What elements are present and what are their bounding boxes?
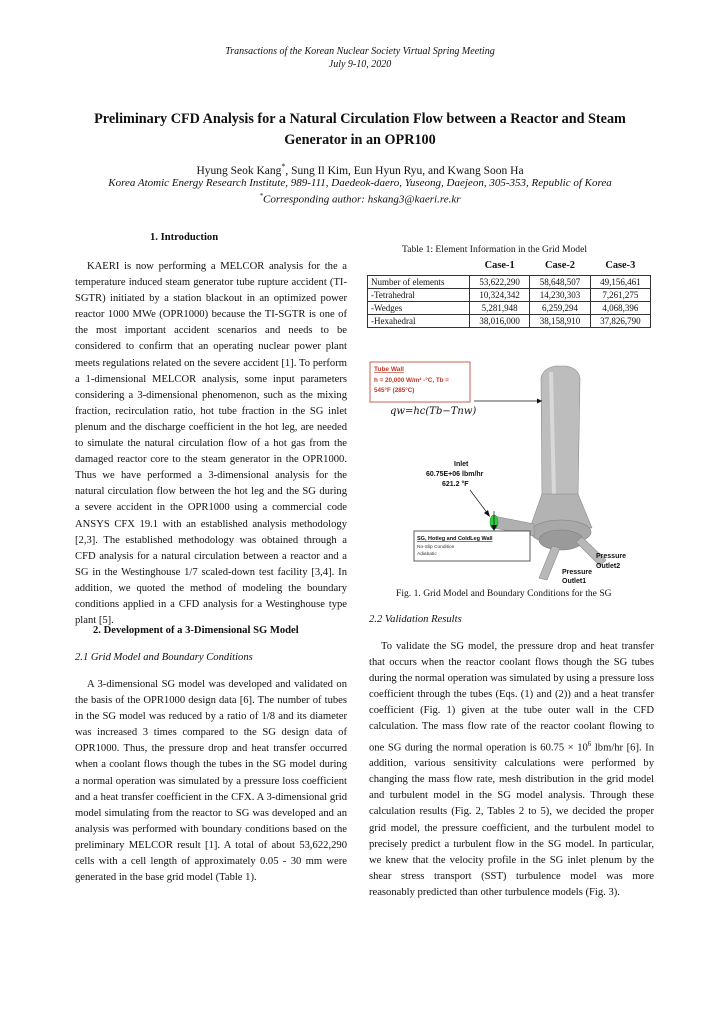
inlet-flow: 60.75E+06 lbm/hr xyxy=(426,471,484,478)
table-cell: 10,324,342 xyxy=(470,289,530,302)
validation-subheading: 2.2 Validation Results xyxy=(369,614,462,625)
tube-wall-line1: h = 20,000 W/m² -°C, Tb = xyxy=(374,377,449,384)
table-cell: -Hexahedral xyxy=(368,315,470,328)
corresponding-author xyxy=(0,192,720,206)
table-row xyxy=(368,276,651,289)
table-cell: 7,261,275 xyxy=(590,289,650,302)
affiliation: Korea Atomic Energy Research Institute, 989-111, Daedeok-daero, Yuseong, Daejeon, 305-353, Republic of Korea xyxy=(108,177,612,189)
validation-text-a: To validate the SG model, the pressure drop and heat transfer that occurs when the reactor coolant flows though the SG tubes during the normal operation was simulated by using a pressure loss coefficient through the tubes (Eqs. (1) and (2)) and a heat transfer coefficient (Fig. 1) given at the tube outer wall in the CFD calculation. The mass flow rate of the reactor coolant flowing to one SG during the normal operation is 60.75 × 10 xyxy=(369,641,654,754)
table-cell: -Tetrahedral xyxy=(368,289,470,302)
table1 xyxy=(367,257,651,328)
inlet-arrow xyxy=(470,490,488,514)
table-cell: 4,068,396 xyxy=(590,302,650,315)
development-heading: 2. Development of a 3-Dimensional SG Model xyxy=(93,625,299,636)
table-row xyxy=(368,289,651,302)
header-line2: July 9-10, 2020 xyxy=(328,59,392,70)
table-cell: 49,156,461 xyxy=(590,276,650,289)
validation-paragraph xyxy=(369,639,654,901)
table-cell: 37,826,790 xyxy=(590,315,650,328)
inlet-label: Inlet xyxy=(454,461,469,468)
cold-leg-1 xyxy=(539,546,560,580)
corresponding-mark: * xyxy=(281,162,286,171)
outlet1-line1: Pressure xyxy=(562,569,592,576)
outlet1-line2: Outlet1 xyxy=(562,578,587,584)
grid-subheading: 2.1 Grid Model and Boundary Conditions xyxy=(75,652,253,663)
table-cell: 14,230,303 xyxy=(530,289,590,302)
intro-heading: 1. Introduction xyxy=(150,232,219,243)
author-list xyxy=(0,162,720,177)
corresponding-star: * xyxy=(259,192,263,200)
figure1-grid-model xyxy=(366,356,650,584)
outlet2-line1: Pressure xyxy=(596,553,626,560)
table-cell: 58,648,507 xyxy=(530,276,590,289)
table-cell: 6,259,294 xyxy=(530,302,590,315)
author-rest: , Sung Il Kim, Eun Hyun Ryu, and Kwang Soon Ha xyxy=(285,164,524,177)
sg-upper-shell xyxy=(541,366,580,502)
table1-header-case2: Case-2 xyxy=(530,257,590,276)
wall-box-title: SG, Hotleg and ColdLeg Wall xyxy=(417,536,493,542)
table-row xyxy=(368,302,651,315)
running-header xyxy=(0,46,720,70)
table-cell: 38,016,000 xyxy=(470,315,530,328)
table1-header-row xyxy=(368,257,651,276)
validation-text-b: lbm/hr [6]. In addition, various sensitivity calculations were performed by changing the mass flow rate, mesh distribution in the grid model and turbulent model in the SG model analysis. Through these calculation results (Fig. 2, Tables 2 to 5), we decided the proper grid model, the pressure coefficient, and the turbulent model to precisely predict a turbulent flow in the SG model. In particular, we knew that the velocity profile in the SG inlet plenum by the shear stress transport (SST) turbulence model was more reasonably predicted than other turbulence models (Fig. 3). xyxy=(369,742,654,898)
wall-box-line2: Adiabatic xyxy=(417,552,437,557)
table-row xyxy=(368,315,651,328)
paper-title: Preliminary CFD Analysis for a Natural Circulation Flow between a Reactor and Steam Generator in an OPR100 xyxy=(94,111,626,148)
wall-box-line1: No-Slip Condition xyxy=(417,545,455,550)
header-line1: Transactions of the Korean Nuclear Society Virtual Spring Meeting xyxy=(225,46,495,57)
author-lead: Hyung Seok Kang xyxy=(196,164,282,177)
table1-header-case3: Case-3 xyxy=(590,257,650,276)
inlet-arrowhead xyxy=(484,510,490,517)
table-cell: 38,158,910 xyxy=(530,315,590,328)
outlet2-line2: Outlet2 xyxy=(596,563,621,570)
tube-wall-line2: 545°F (285°C) xyxy=(374,387,415,394)
intro-paragraph: KAERI is now performing a MELCOR analysis for the a temperature induced steam generator tube rupture accident (TI-SGTR) initiated by a station blackout in an optimized power reactor 1000 MWe (OPR1000) because the TI-SGTR is one of the most important accident scenarios and needs to be considered to confirm that an operating nuclear power plant meets regulations related on the severe accident [1]. To perform a 1-dimensional MELCOR analysis, some input parameters considering a 3-dimensional phenomenon, such as the mixing fraction, recirculation ratio, hot tube fraction in the SG inlet plenum and the discharge coefficient in the hot leg, are needed to simulate the natural circulation flow of a hot gas from the damaged reactor core to the steam generator in the OPR1000. Thus we have performed a 3-dimensional analysis for the natural circulation flow between the hot leg and the SG during a severe accident in the OPR1000 using a commercial code ANSYS CFX 19.1 with an established analysis methodology [2,3]. The established methodology was obtained through a CFD analysis for a natural circulation between a reactor and a SG in the Westinghouse 1/7 scaled-down test facility [3,4]. In addition, we quoted the method of modeling the boundary conditions applied in a CFD analysis for a Westinghouse type plant [5]. xyxy=(75,261,347,627)
figure1-caption: Fig. 1. Grid Model and Boundary Conditions for the SG xyxy=(396,588,612,599)
cold-leg-2 xyxy=(576,537,606,566)
tube-wall-title: Tube Wall xyxy=(374,366,404,373)
table-cell: Number of elements xyxy=(368,276,470,289)
table1-header-case1: Case-1 xyxy=(470,257,530,276)
table-cell: -Wedges xyxy=(368,302,470,315)
sg-plenum-bottom xyxy=(539,530,583,550)
heat-flux-equation: qw=hc(Tb−Tnw) xyxy=(390,406,477,417)
inlet-temp: 621.2 °F xyxy=(442,481,469,488)
table-cell: 53,622,290 xyxy=(470,276,530,289)
grid-paragraph: A 3-dimensional SG model was developed and validated on the basis of the OPR1000 design data [6]. The number of tubes in the SG model was reduced by a ratio of 1/8 and its diameter was increased 3 times compared to the SG design data of OPR1000. Thus, the pressure drop and heat transfer occurred when a coolant flows though the tubes in the SG model during a normal operation was simulated by a pressure loss coefficient and a heat transfer coefficient in the CFX. A 3-dimensional grid model simulating from the reactor to SG was developed and an analysis was performed with boundary conditions based on the preliminary MELCOR result [1]. A total of about 53,622,290 cells with a cell length of approximately 0.05 - 30 mm were generated in the base grid model (Table 1). xyxy=(75,679,347,884)
corresponding-text: Corresponding author: hskang3@kaeri.re.kr xyxy=(262,193,461,206)
table1-caption: Table 1: Element Information in the Grid Model xyxy=(402,244,588,255)
table1-header-blank xyxy=(368,257,470,276)
table-cell: 5,281,948 xyxy=(470,302,530,315)
validation-exponent: 6 xyxy=(587,739,592,748)
